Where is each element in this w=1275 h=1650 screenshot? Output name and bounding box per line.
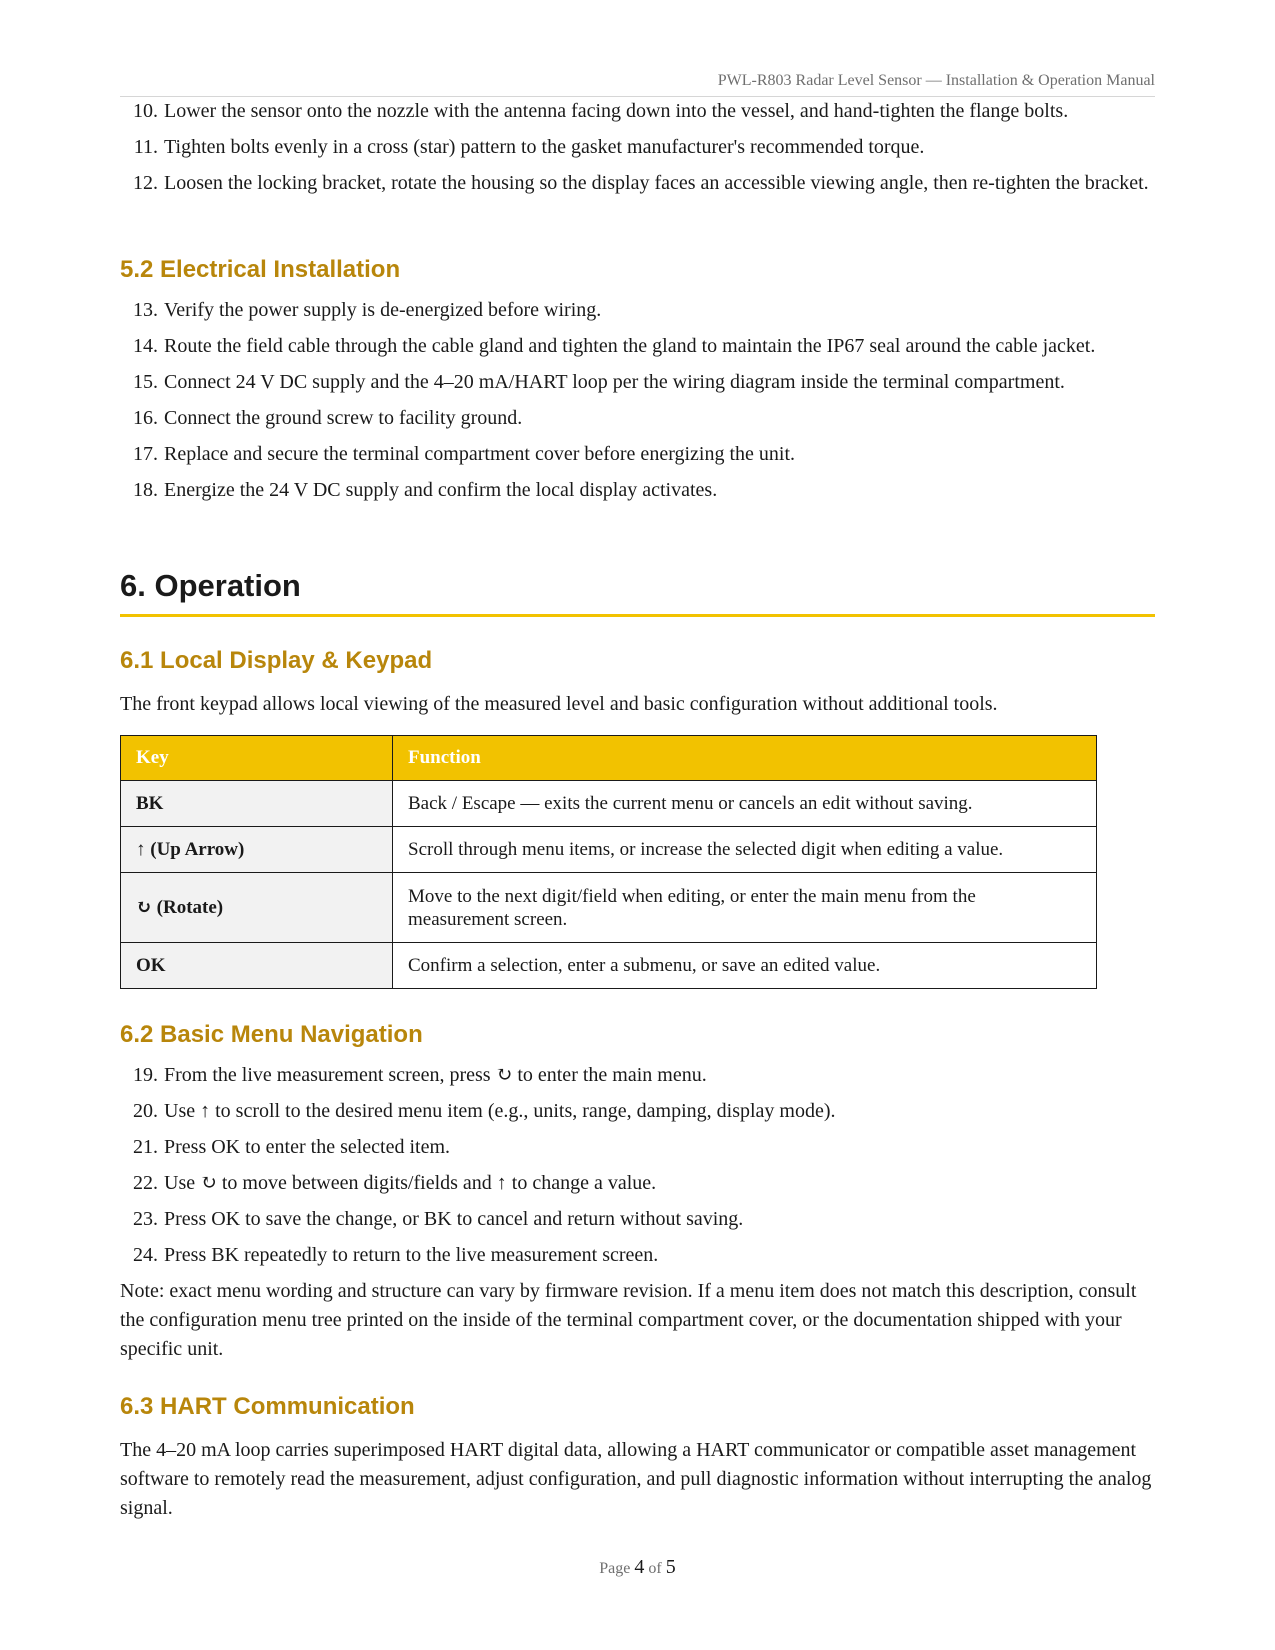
table-header-function: Function (393, 736, 1097, 781)
list-item: 13. Verify the power supply is de-energized before wiring. (133, 299, 602, 321)
table-row (121, 781, 1097, 827)
list-item: 22. Use ↻ to move between digits/fields and ↑ to change a value. (133, 1172, 657, 1194)
table-row (121, 873, 1097, 943)
table-cell-function: Scroll through menu items, or increase the selected digit when editing a value. (393, 827, 1097, 873)
paragraph-6-3: The 4–20 mA loop carries superimposed HART digital data, allowing a HART communicator or compatible asset management software to remotely read the measurement, adjust configuration, and pull diagnostic information without interrupting the analog signal. (120, 1439, 1152, 1519)
keypad-table (120, 735, 1097, 989)
page-footer (0, 1556, 1275, 1579)
footer-of-word: of (648, 1560, 662, 1577)
footer-page-word: Page (599, 1560, 631, 1577)
firmware-note: Note: exact menu wording and structure can vary by firmware revision. If a menu item does not match this description, consult the configuration menu tree printed on the inside of the terminal compartment cover, or the documentation shipped with your specific unit. (120, 1280, 1137, 1360)
table-cell-key: BK (121, 781, 393, 827)
footer-page-total: 5 (665, 1556, 676, 1578)
list-item: 12. Loosen the locking bracket, rotate the housing so the display faces an accessible viewing angle, then re-tighten the bracket. (133, 172, 1149, 194)
running-header: PWL-R803 Radar Level Sensor — Installation & Operation Manual (120, 72, 1155, 97)
steps-electrical (120, 298, 1155, 514)
list-item: 21. Press OK to enter the selected item. (133, 1136, 451, 1158)
table-header-key: Key (121, 736, 393, 781)
steps-mechanical (120, 99, 1155, 207)
list-item: 10. Lower the sensor onto the nozzle with the antenna facing down into the vessel, and hand-tighten the flange bolts. (133, 100, 1069, 122)
list-item: 20. Use ↑ to scroll to the desired menu item (e.g., units, range, damping, display mode). (133, 1100, 836, 1122)
list-item: 15. Connect 24 V DC supply and the 4–20 mA/HART loop per the wiring diagram inside the terminal compartment. (133, 371, 1065, 393)
steps-menu-navigation (120, 1063, 1155, 1279)
heading-6: 6. Operation (120, 568, 1155, 617)
table-cell-function: Move to the next digit/field when editing, or enter the main menu from the measurement screen. (393, 873, 1097, 943)
list-item: 17. Replace and secure the terminal compartment cover before energizing the unit. (133, 443, 796, 465)
list-item: 14. Route the field cable through the cable gland and tighten the gland to maintain the IP67 seal around the cable jacket. (133, 335, 1096, 357)
paragraph-6-1: The front keypad allows local viewing of the measured level and basic configuration without additional tools. (120, 693, 998, 715)
footer-page-number: 4 (634, 1556, 645, 1578)
table-cell-key: OK (121, 943, 393, 989)
table-cell-function: Back / Escape — exits the current menu or cancels an edit without saving. (393, 781, 1097, 827)
heading-5-2: 5.2 Electrical Installation (120, 256, 401, 283)
list-item: 23. Press OK to save the change, or BK to cancel and return without saving. (133, 1208, 744, 1230)
table-row (121, 943, 1097, 989)
list-item: 11. Tighten bolts evenly in a cross (star) pattern to the gasket manufacturer's recommended torque. (133, 136, 925, 158)
list-item: 19. From the live measurement screen, press ↻ to enter the main menu. (133, 1064, 707, 1086)
heading-6-1: 6.1 Local Display & Keypad (120, 647, 433, 674)
heading-6-3: 6.3 HART Communication (120, 1393, 415, 1420)
table-row (121, 827, 1097, 873)
table-header-row (121, 736, 1097, 781)
list-item: 18. Energize the 24 V DC supply and confirm the local display activates. (133, 479, 718, 501)
list-item: 24. Press BK repeatedly to return to the live measurement screen. (133, 1244, 659, 1266)
table-cell-key: ↻ (Rotate) (121, 873, 393, 943)
table-cell-key: ↑ (Up Arrow) (121, 827, 393, 873)
table-cell-function: Confirm a selection, enter a submenu, or save an edited value. (393, 943, 1097, 989)
heading-6-2: 6.2 Basic Menu Navigation (120, 1021, 423, 1048)
list-item: 16. Connect the ground screw to facility ground. (133, 407, 523, 429)
